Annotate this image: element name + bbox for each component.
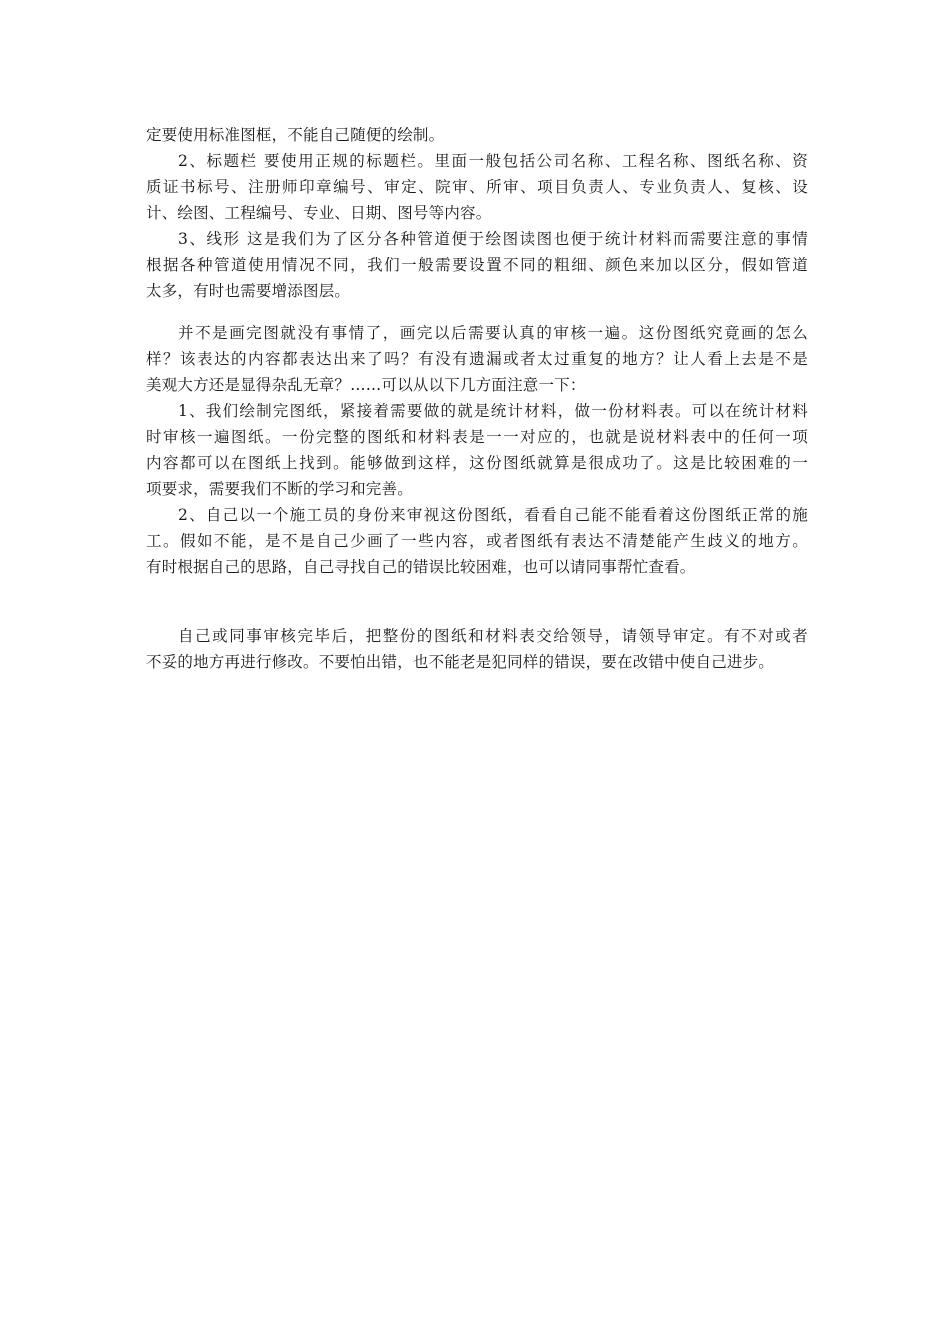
text-line: 样？该表达的内容都表达出来了吗？有没有遗漏或者太过重复的地方？让人看上去是不是 — [146, 350, 808, 368]
text-line: 1、我们绘制完图纸，紧接着需要做的就是统计材料，做一份材料表。可以在统计材料 — [178, 402, 808, 420]
text-line: 3、线形 这是我们为了区分各种管道便于绘图读图也便于统计材料而需要注意的事情 — [178, 230, 808, 248]
text-line: 时审核一遍图纸。一份完整的图纸和材料表是一一对应的，也就是说材料表中的任何一项 — [146, 428, 808, 446]
text-line: 根据各种管道使用情况不同，我们一般需要设置不同的粗细、颜色来加以区分，假如管道 — [146, 256, 808, 274]
paragraph-line-types — [146, 226, 808, 304]
paragraph-review-item-2 — [146, 502, 808, 580]
text-line: 质证书标号、注册师印章编号、审定、院审、所审、项目负责人、专业负责人、复核、设 — [146, 178, 808, 196]
paragraph-review-intro — [146, 320, 808, 398]
text-line: 2、标题栏 要使用正规的标题栏。里面一般包括公司名称、工程名称、图纸名称、资 — [178, 152, 808, 170]
paragraph-spacer — [146, 304, 808, 320]
paragraph-final-approval — [146, 623, 808, 675]
text-line: 2、自己以一个施工员的身份来审视这份图纸，看看自己能不能看着这份图纸正常的施 — [178, 506, 808, 524]
paragraph-frame-note — [146, 122, 808, 148]
text-line: 定要使用标准图框，不能自己随便的绘制。 — [146, 126, 445, 144]
paragraph-title-block — [146, 148, 808, 226]
text-line: 太多，有时也需要增添图层。 — [146, 282, 351, 300]
text-line: 内容都可以在图纸上找到。能够做到这样，这份图纸就算是很成功了。这是比较困难的一 — [146, 454, 808, 472]
text-line: 工。假如不能，是不是自己少画了一些内容，或者图纸有表达不清楚能产生歧义的地方。 — [146, 532, 808, 550]
document-body — [146, 122, 808, 675]
paragraph-review-item-1 — [146, 398, 808, 502]
text-line: 自己或同事审核完毕后，把整份的图纸和材料表交给领导，请领导审定。有不对或者 — [178, 627, 808, 645]
text-line: 有时根据自己的思路，自己寻找自己的错误比较困难，也可以请同事帮忙查看。 — [146, 558, 696, 576]
text-line: 计、绘图、工程编号、专业、日期、图号等内容。 — [146, 204, 492, 222]
paragraph-spacer — [146, 580, 808, 623]
text-line: 并不是画完图就没有事情了，画完以后需要认真的审核一遍。这份图纸究竟画的怎么 — [178, 324, 808, 342]
text-line: 美观大方还是显得杂乱无章？……可以从以下几方面注意一下： — [146, 376, 586, 394]
text-line: 不妥的地方再进行修改。不要怕出错，也不能老是犯同样的错误，要在改错中使自己进步。 — [146, 653, 775, 671]
text-line: 项要求，需要我们不断的学习和完善。 — [146, 480, 413, 498]
